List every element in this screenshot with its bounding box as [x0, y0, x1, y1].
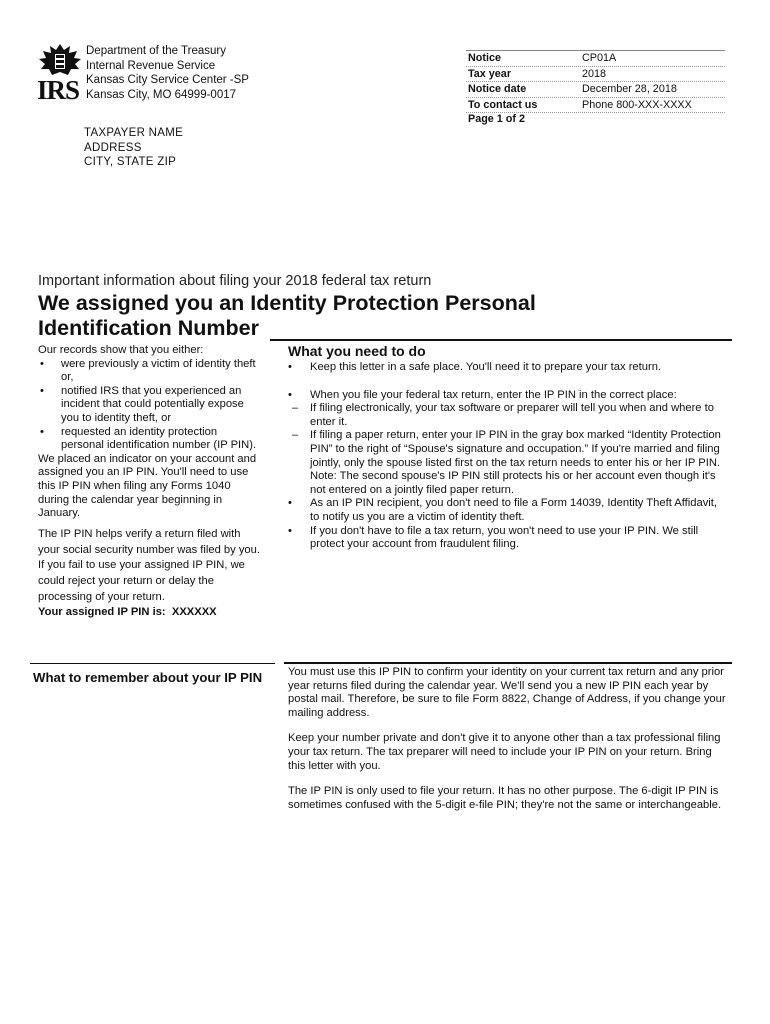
section-divider-left: [30, 663, 275, 664]
remember-body: [288, 666, 728, 824]
irs-logo: [37, 42, 83, 104]
notice-value: CP01A: [582, 52, 617, 64]
page-subheading: Important information about filing your 2018 federal tax return: [38, 273, 432, 289]
tax-year-label: Tax year: [468, 67, 512, 80]
records-list: [38, 358, 263, 453]
need-to-do-heading: What you need to do: [288, 343, 426, 359]
contact-label: To contact us: [468, 98, 538, 111]
list-item: • When you file your federal tax return, enter the IP PIN in the correct place:: [288, 389, 728, 403]
spouse-note: Note: The second spouse's IP PIN still protects his or her account even though it's not entered on a jointly filed paper return.: [310, 470, 716, 496]
tax-year-row: [466, 67, 725, 83]
notice-row: [466, 51, 725, 67]
assigned-pin-label: Your assigned IP PIN is:: [38, 605, 166, 618]
indicator-paragraph: We placed an indicator on your account and assigned you an IP PIN. You'll need to use this IP PIN when filing any Forms 1040 during the calendar year beginning in January.: [38, 452, 257, 520]
taxpayer-street: ADDRESS: [84, 141, 142, 154]
left-column: [38, 344, 263, 619]
notice-date-label: Notice date: [468, 83, 527, 95]
list-item: • Keep this letter in a safe place. You'll need it to prepare your tax return.: [288, 361, 728, 375]
section-divider-right: [284, 662, 732, 664]
taxpayer-city: CITY, STATE ZIP: [84, 156, 177, 168]
notice-label: Notice: [468, 52, 501, 64]
page-title-line-1: We assigned you an Identity Protection Personal: [38, 291, 536, 315]
agency-line-2: Internal Revenue Service: [86, 59, 216, 72]
assigned-pin: [38, 606, 263, 620]
agency-line-1: Department of the Treasury: [86, 45, 226, 57]
list-item: • As an IP PIN recipient, you don't need to file a Form 14039, Identity Theft Affidavit, to notify us you are a victim of identity theft.: [288, 497, 728, 524]
remember-heading: What to remember about your IP PIN: [33, 670, 263, 685]
verify-paragraph: The IP PIN helps verify a return filed with your social security number was filed by you. If you fail to use your assigned IP PIN, we could reject your return or delay the processing of your return.: [38, 527, 260, 603]
agency-address: [86, 44, 249, 102]
taxpayer-address: [84, 126, 183, 170]
sub-list-item: [288, 429, 728, 497]
page-number: Page 1 of 2: [468, 113, 526, 125]
remember-paragraph-3: The IP PIN is only used to file your return. It has no other purpose. The 6-digit IP PIN is sometimes confused with the 5-digit e-file PIN; they're not the same or interchangeable.: [288, 785, 722, 811]
sub-list-item: – If filing electronically, your tax software or preparer will tell you when and where to enter it.: [288, 402, 728, 429]
list-item: • requested an identity protection personal identification number (IP PIN).: [38, 426, 263, 453]
need-to-do-list: [288, 361, 728, 552]
paper-return-text: – If filing a paper return, enter your IP PIN in the gray box marked “Identity Protection PIN” to the right of “Spouse's signature and occupation.” If you're married and filing jointly, only the spouse listed first on the tax return needs to enter his or her IP PIN.: [310, 429, 721, 469]
assigned-pin-value: XXXXXX: [171, 605, 217, 618]
taxpayer-name: TAXPAYER NAME: [84, 127, 184, 139]
contact-value: Phone 800-XXX-XXXX: [582, 98, 692, 111]
page-title-line-2: Identification Number: [38, 316, 259, 340]
list-item: • notified IRS that you experienced an incident that could potentially expose you to identity theft, or: [38, 385, 263, 426]
remember-paragraph-2: Keep your number private and don't give it to anyone other than a tax professional filing your tax return. The tax preparer will need to include your IP PIN on your return. Bring this letter with you.: [288, 732, 721, 772]
list-item: • If you don't have to file a tax return, you won't need to use your IP PIN. We still protect your account from fraudulent filing.: [288, 525, 728, 552]
irs-logo-text: IRS: [37, 75, 80, 105]
remember-paragraph-1: You must use this IP PIN to confirm your identity on your current tax return and any prior year returns filed during the calendar year. We'll send you a new IP PIN each year by postal mail. Therefore, be sure to file Form 8822, Change of Address, if you change your mailing address.: [288, 666, 726, 719]
list-item: • were previously a victim of identity theft or,: [38, 358, 263, 385]
notice-info-table: [466, 50, 725, 113]
page-title: [38, 291, 598, 341]
agency-line-4: Kansas City, MO 64999-0017: [86, 88, 237, 101]
notice-date-value: December 28, 2018: [582, 83, 677, 95]
title-divider: [270, 339, 732, 341]
agency-line-3: Kansas City Service Center -SP: [86, 74, 249, 86]
tax-year-value: 2018: [582, 67, 607, 80]
contact-row: [466, 98, 725, 114]
records-intro: Our records show that you either:: [38, 344, 204, 356]
notice-date-row: [466, 82, 725, 98]
